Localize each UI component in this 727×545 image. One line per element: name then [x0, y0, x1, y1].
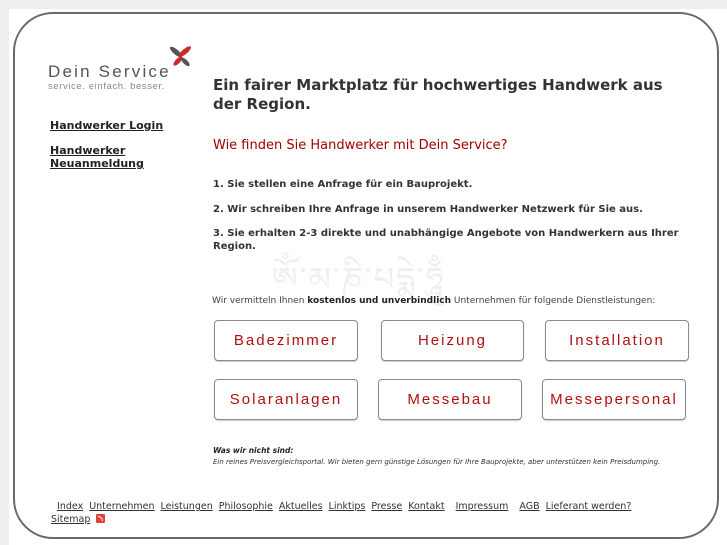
step-1: 1. Sie stellen eine Anfrage für ein Bauprojekt.: [213, 179, 473, 190]
handwerker-login-link[interactable]: Handwerker Login: [50, 119, 164, 132]
services-intro: [212, 296, 655, 306]
note-title: Was wir nicht sind:: [213, 446, 294, 455]
footer-link-unternehmen[interactable]: Unternehmen: [89, 501, 155, 512]
page-headline: Ein fairer Marktplatz für hochwertiges Handwerk aus der Region.: [213, 76, 663, 113]
handwerker-neuanmeldung-link[interactable]: Handwerker Neuanmeldung: [50, 144, 144, 170]
service-button-badezimmer[interactable]: Badezimmer: [214, 320, 358, 361]
footer-link-philosophie[interactable]: Philosophie: [218, 501, 273, 512]
footer-link-lieferant-werden[interactable]: Lieferant werden?: [545, 501, 632, 512]
service-button-messebau[interactable]: Messebau: [378, 379, 522, 420]
footer-link-leistungen[interactable]: Leistungen: [160, 501, 213, 512]
step-3: 3. Sie erhalten 2-3 direkte und unabhängige Angebote von Handwerkern aus Ihrer Region.: [213, 228, 679, 252]
watermark-decoration: ཨོཾ་མ་ཎི་པདྨེ་ཧཱུྃ: [272, 260, 446, 298]
footer-link-linktips[interactable]: Linktips: [328, 501, 366, 512]
footer-nav: [51, 500, 691, 526]
footer-link-presse[interactable]: Presse: [371, 501, 403, 512]
note-text: Ein reines Preisvergleichsportal. Wir bieten gern günstige Lösungen für Ihre Bauprojekte, aber unterstützen kein Preisdumping.: [213, 458, 661, 466]
footer-link-kontakt[interactable]: Kontakt: [408, 501, 445, 512]
service-button-messepersonal[interactable]: Messepersonal: [542, 379, 686, 420]
footer-link-aktuelles[interactable]: Aktuelles: [278, 501, 323, 512]
service-button-heizung[interactable]: Heizung: [381, 320, 524, 361]
footer-link-agb[interactable]: AGB: [519, 501, 540, 512]
rss-feed-icon[interactable]: [96, 514, 105, 523]
logo-mark-icon: [169, 46, 193, 68]
service-button-solaranlagen[interactable]: Solaranlagen: [214, 379, 358, 420]
logo-tagline: service. einfach. besser.: [48, 81, 165, 92]
footer-link-sitemap[interactable]: Sitemap: [51, 514, 91, 525]
section-heading: Wie finden Sie Handwerker mit Dein Service?: [213, 138, 508, 153]
intro-text-bold: kostenlos und unverbindlich: [307, 296, 452, 306]
logo-title: Dein Service: [48, 62, 171, 81]
footer-link-impressum[interactable]: Impressum: [455, 501, 509, 512]
footer-link-index[interactable]: Index: [57, 501, 84, 512]
service-button-installation[interactable]: Installation: [545, 320, 689, 361]
step-2: 2. Wir schreiben Ihre Anfrage in unserem Handwerker Netzwerk für Sie aus.: [213, 204, 643, 215]
intro-text-after: Unternehmen für folgende Dienstleistungen:: [451, 296, 656, 306]
intro-text-before: Wir vermitteln Ihnen: [212, 296, 308, 306]
